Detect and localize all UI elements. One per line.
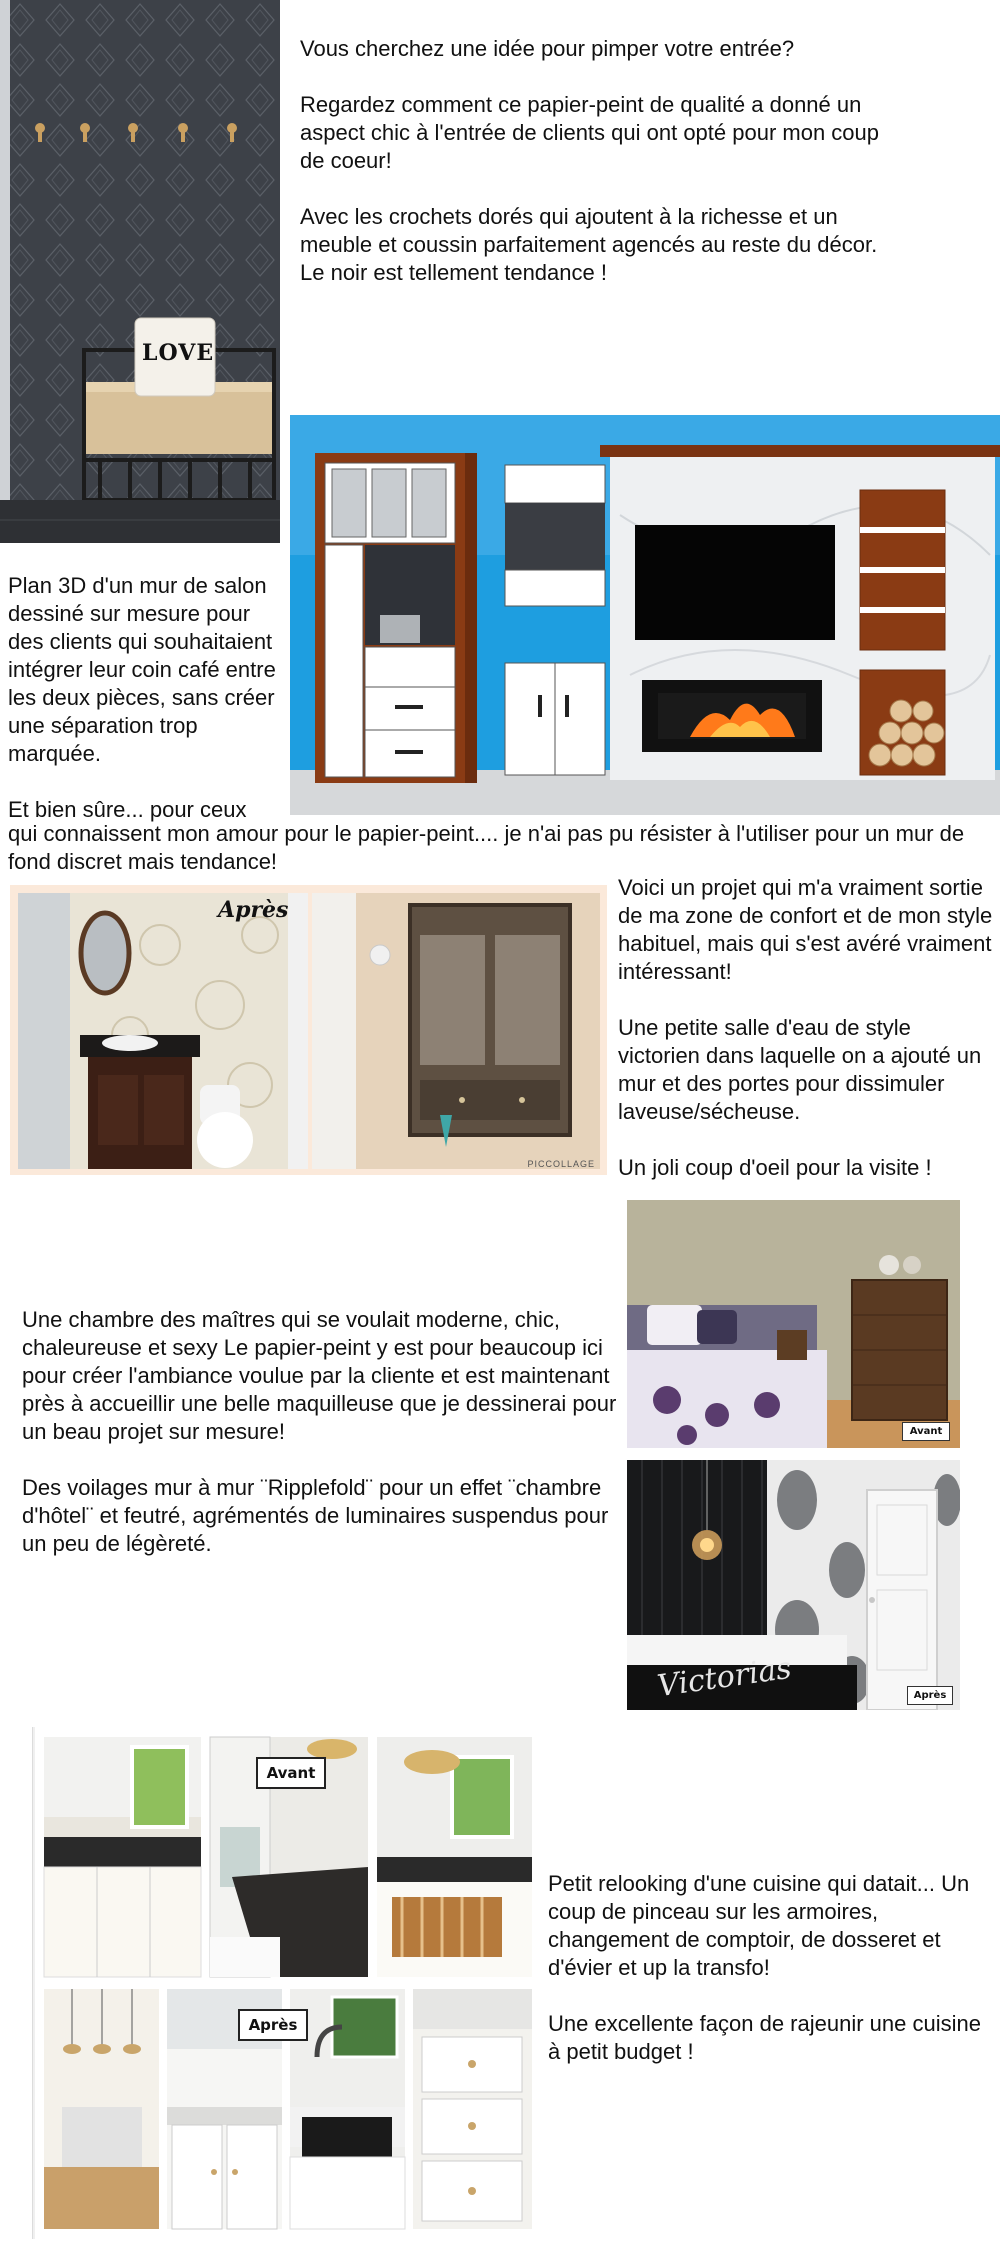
entrance-description <box>300 35 900 287</box>
living-room-3d-plan <box>290 415 1000 815</box>
kitchen-collage <box>32 1727 540 2239</box>
paragraph: Petit relooking d'une cuisine qui datait... Un coup de pinceau sur les armoires, changement de comptoir, de dosseret et d'évier et up la transfo! <box>548 1871 970 1980</box>
love-pillow-text: LOVE <box>142 340 215 366</box>
paragraph: Une excellente façon de rajeunir une cuisine à petit budget ! <box>548 2011 981 2064</box>
powder-room-collage <box>10 885 607 1175</box>
paragraph: Une petite salle d'eau de style victorien dans laquelle on a ajouté un mur et des portes pour dissimuler laveuse/sécheuse. <box>618 1015 982 1124</box>
powder-room-description <box>618 874 998 1182</box>
bedroom-description <box>22 1306 622 1558</box>
paragraph: Des voilages mur à mur ¨Ripplefold¨ pour un effet ¨chambre d'hôtel¨ et feutré, agrémentés de luminaires suspendus pour un peu de légèreté. <box>22 1475 609 1556</box>
paragraph: Plan 3D d'un mur de salon dessiné sur mesure pour des clients qui souhaitaient intégrer leur coin café entre les deux pièces, sans créer une séparation trop marquée. <box>8 573 276 766</box>
after-badge: Après <box>238 2009 308 2041</box>
paragraph: Un joli coup d'oeil pour la visite ! <box>618 1155 932 1180</box>
after-badge: Après <box>907 1686 953 1705</box>
living-room-description <box>8 572 290 824</box>
paragraph: Vous cherchez une idée pour pimper votre entrée? <box>300 36 795 61</box>
paragraph: Et bien sûre... pour ceux <box>8 797 247 822</box>
entrance-photo <box>0 0 280 543</box>
before-badge: Avant <box>902 1422 950 1441</box>
paragraph: Voici un projet qui m'a vraiment sortie de ma zone de confort et de mon style habituel, mais qui s'est avéré vraiment intéressant! <box>618 875 993 984</box>
bedroom-after-photo <box>627 1460 960 1710</box>
after-label: Après <box>218 897 289 923</box>
kitchen-collage-border <box>32 1727 33 2239</box>
paragraph: Avec les crochets dorés qui ajoutent à la richesse et un meuble et coussin parfaitement agencés au reste du décor. Le noir est tellement tendance ! <box>300 204 878 285</box>
victorias-pillow-text: Victorias <box>655 1650 794 1705</box>
before-badge: Avant <box>256 1757 326 1789</box>
paragraph: Regardez comment ce papier-peint de qualité a donné un aspect chic à l'entrée de clients qui ont opté pour mon coup de coeur! <box>300 92 880 173</box>
bedroom-before-photo <box>627 1200 960 1448</box>
paragraph: Une chambre des maîtres qui se voulait moderne, chic, chaleureuse et sexy Le papier-peint y est pour beaucoup ici pour créer l'ambiance voulue par la cliente et est maintenant près à accueillir une belle maquilleuse que je dessinerai pour un beau projet sur mesure! <box>22 1307 617 1444</box>
living-room-description-continued: qui connaissent mon amour pour le papier-peint.... je n'ai pas pu résister à l'utiliser pour un mur de fond discret mais tendance! <box>8 821 965 874</box>
kitchen-description <box>548 1870 996 2066</box>
piccollage-watermark: PICCOLLAGE <box>527 1159 595 1169</box>
